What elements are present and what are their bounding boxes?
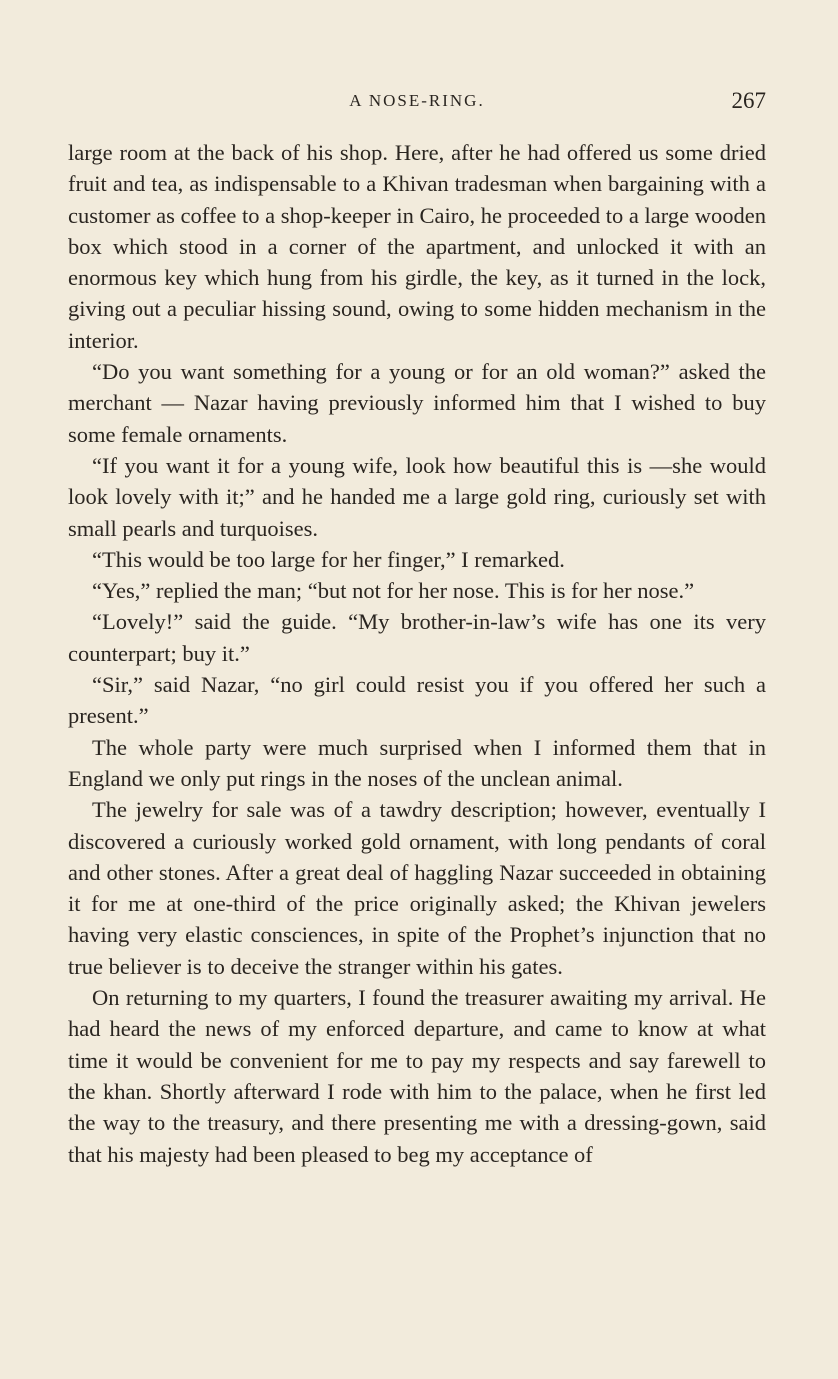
page-number: 267 — [731, 88, 766, 113]
paragraph-8: The whole party were much surprised when I informed them that in England we only put rings in the noses of the unclean animal. — [68, 734, 766, 791]
running-header — [68, 84, 766, 118]
running-title: A NOSE-RING. — [349, 91, 485, 110]
paragraph-9: The jewelry for sale was of a tawdry description; however, eventually I discovered a curiously worked gold ornament, with long pendants of coral and other stones. After a great deal of haggling Nazar succeeded in obtaining it for me at one-third of the price originally asked; the Khivan jewelers having very elastic consciences, in spite of the Prophet’s injunction that no true believer is to deceive the stranger within his gates. — [68, 797, 766, 979]
paragraph-1: large room at the back of his shop. Here, after he had offered us some dried fruit and tea, as indispensable to a Khivan tradesman when bargaining with a customer as coffee to a shop-keeper in Cairo, he proceeded to a large wooden box which stood in a corner of the apartment, and unlocked it with an enormous key which hung from his girdle, the key, as it turned in the lock, giving out a peculiar hissing sound, owing to some hidden mechanism in the interior. — [68, 140, 766, 353]
paragraph-6: “Lovely!” said the guide. “My brother-in-law’s wife has one its very counterpart; buy it.” — [68, 609, 766, 666]
paragraph-7: “Sir,” said Nazar, “no girl could resist you if you offered her such a present.” — [68, 672, 766, 729]
paragraph-10: On returning to my quarters, I found the treasurer awaiting my arrival. He had heard the news of my enforced departure, and came to know at what time it would be convenient for me to pay my respects and say farewell to the khan. Shortly afterward I rode with him to the palace, when he first led the way to the treasury, and there presenting me with a dressing-gown, said that his majesty had been pleased to beg my acceptance of — [68, 985, 766, 1167]
paragraph-3: “If you want it for a young wife, look how beautiful this is —she would look lovely with it;” and he handed me a large gold ring, curiously set with small pearls and turquoises. — [68, 452, 766, 541]
paragraph-5: “Yes,” replied the man; “but not for her nose. This is for her nose.” — [92, 578, 695, 604]
paragraph-4: “This would be too large for her finger,” I remarked. — [92, 546, 565, 572]
body-text — [68, 137, 766, 1170]
paragraph-2: “Do you want something for a young or for an old woman?” asked the merchant — Nazar having previously informed him that I wished to buy some female ornaments. — [68, 359, 766, 447]
